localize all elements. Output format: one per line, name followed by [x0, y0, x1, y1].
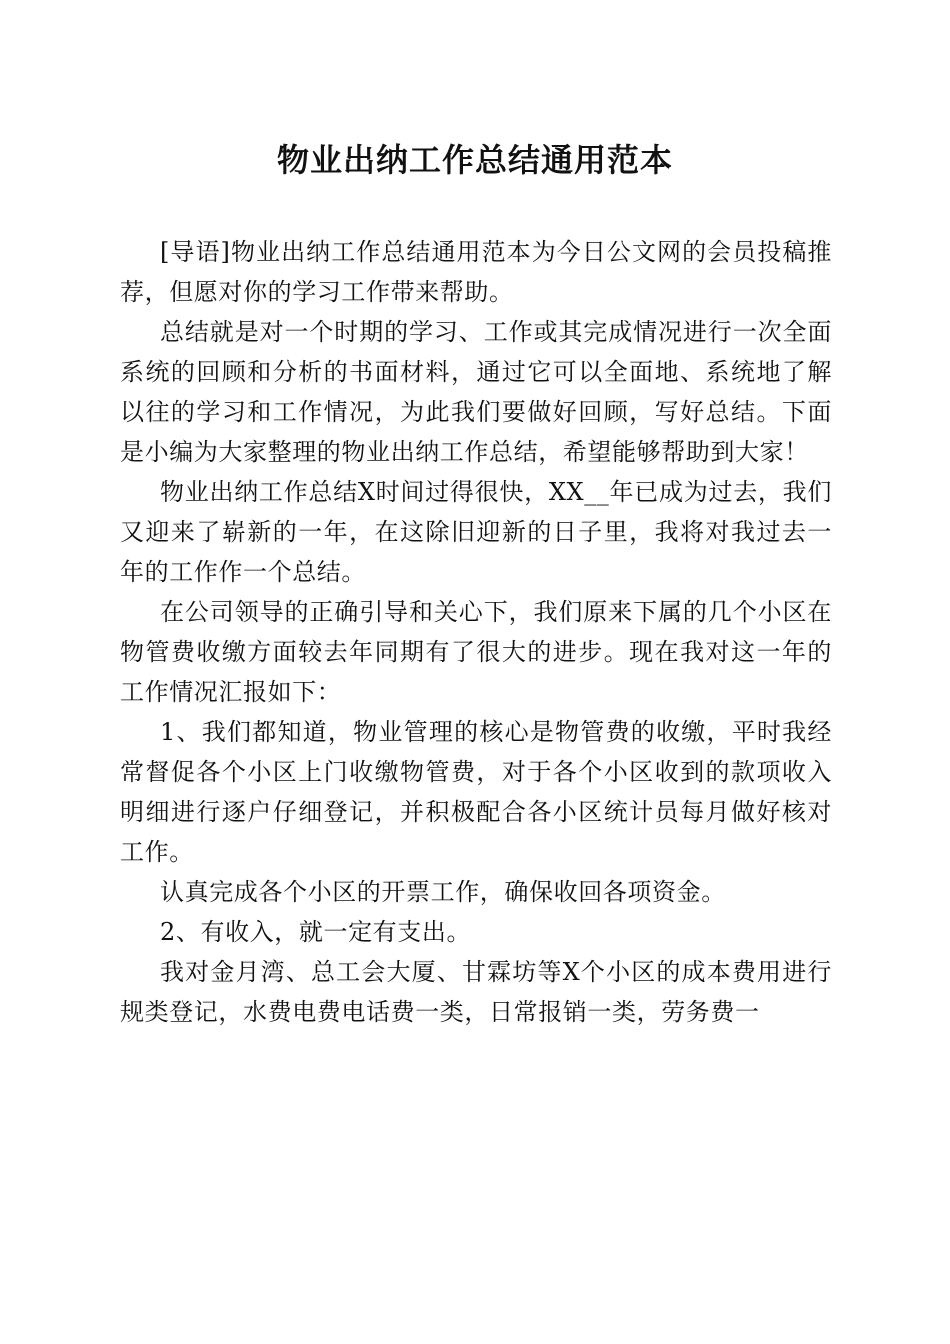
paragraph-progress: 在公司领导的正确引导和关心下，我们原来下属的几个小区在物管费收缴方面较去年同期有了很大的进步。现在我对这一年的工作情况汇报如下：: [120, 598, 832, 706]
paragraph-year-review: 物业出纳工作总结X时间过得很快，XX__年已成为过去，我们又迎来了崭新的一年，在这除旧迎新的日子里，我将对我过去一年的工作作一个总结。: [120, 478, 832, 586]
paragraph-summary-definition: 总结就是对一个时期的学习、工作或其完成情况进行一次全面系统的回顾和分析的书面材料，通过它可以全面地、系统地了解以往的学习和工作情况，为此我们要做好回顾，写好总结。下面是小编为大家整理的物业出纳工作总结，希望能够帮助到大家！: [120, 318, 832, 466]
paragraph-cost-registration: 我对金月湾、总工会大厦、甘霖坊等X个小区的成本费用进行规类登记，水费电费电话费一类，日常报销一类，劳务费一: [120, 958, 832, 1026]
document-body: [120, 232, 832, 1032]
paragraph-item-1: 1、我们都知道，物业管理的核心是物管费的收缴，平时我经常督促各个小区上门收缴物管费，对于各个小区收到的款项收入明细进行逐户仔细登记，并积极配合各小区统计员每月做好核对工作。: [120, 718, 832, 866]
paragraph-invoicing: 认真完成各个小区的开票工作，确保收回各项资金。: [160, 878, 726, 906]
paragraph-intro: [导语]物业出纳工作总结通用范本为今日公文网的会员投稿推荐，但愿对你的学习工作带来帮助。: [120, 238, 832, 306]
document-title: 物业出纳工作总结通用范本: [276, 141, 673, 179]
paragraph-item-2: 2、有收入，就一定有支出。: [160, 918, 472, 946]
